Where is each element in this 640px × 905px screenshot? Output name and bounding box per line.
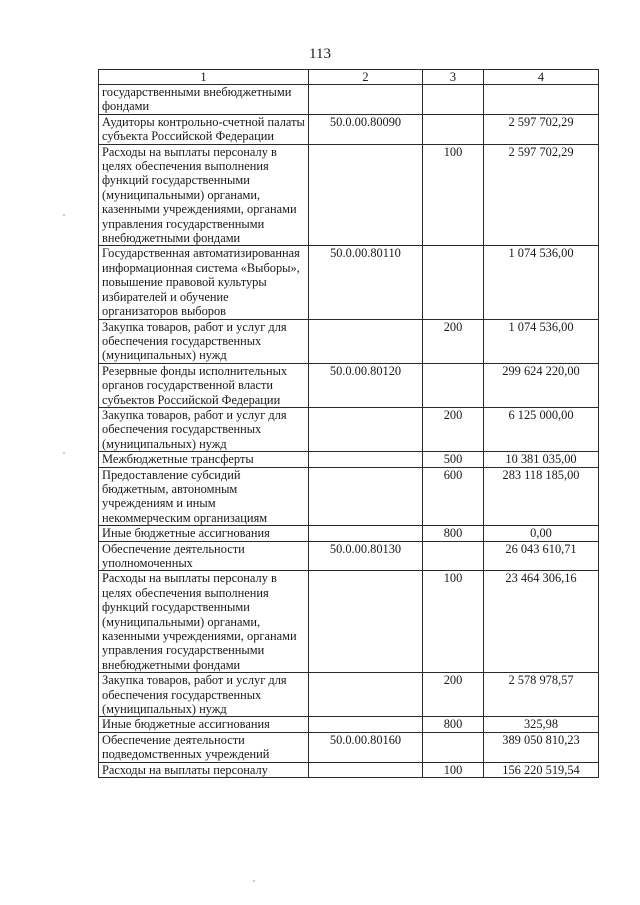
table-row [99,144,599,246]
amount-cell: 10 381 035,00 [484,452,599,467]
amount-cell [484,85,599,115]
expense-name-cell: Государственная автоматизированная информационная система «Выборы», повышение правовой культуры избирателей и обучение организаторов выборов [99,246,309,319]
expense-type-cell [423,85,484,115]
table-row [99,732,599,762]
amount-cell: 156 220 519,54 [484,762,599,777]
target-code-cell [309,407,423,451]
expense-type-cell: 200 [423,319,484,363]
expense-type-cell: 100 [423,762,484,777]
target-code-cell [309,571,423,673]
table-row [99,407,599,451]
table-row [99,467,599,526]
target-code-cell: 50.0.00.80110 [309,246,423,319]
expense-name-cell: Расходы на выплаты персоналу в целях обеспечения выполнения функций государственными (муниципальными) органами, казенными учреждениями, органами управления государственными внебюджетными фондами [99,144,309,246]
expense-name-cell: Обеспечение деятельности подведомственных учреждений [99,732,309,762]
table-row [99,526,599,541]
expense-name-cell: Расходы на выплаты персоналу в целях обеспечения выполнения функций государственными (муниципальными) органами, казенными учреждениями, органами управления государственными внебюджетными фондами [99,571,309,673]
amount-cell: 6 125 000,00 [484,407,599,451]
target-code-cell [309,673,423,717]
budget-table [98,69,599,778]
column-header: 2 [309,70,423,85]
scan-speck [63,452,65,454]
expense-name-cell: Межбюджетные трансферты [99,452,309,467]
expense-name-cell: Расходы на выплаты персоналу [99,762,309,777]
amount-cell: 389 050 810,23 [484,732,599,762]
target-code-cell: 50.0.00.80160 [309,732,423,762]
page-number: 113 [309,46,331,62]
amount-cell: 283 118 185,00 [484,467,599,526]
target-code-cell: 50.0.00.80120 [309,363,423,407]
expense-name-cell: государственными внебюджетными фондами [99,85,309,115]
expense-type-cell: 500 [423,452,484,467]
amount-cell: 2 597 702,29 [484,144,599,246]
expense-type-cell: 200 [423,673,484,717]
expense-type-cell [423,732,484,762]
target-code-cell [309,452,423,467]
amount-cell: 1 074 536,00 [484,319,599,363]
table-row [99,363,599,407]
column-header: 4 [484,70,599,85]
scan-speck [63,214,65,216]
amount-cell: 26 043 610,71 [484,541,599,571]
expense-type-cell [423,363,484,407]
table-body [99,85,599,778]
expense-type-cell: 800 [423,717,484,732]
target-code-cell [309,85,423,115]
amount-cell: 325,98 [484,717,599,732]
expense-name-cell: Иные бюджетные ассигнования [99,717,309,732]
expense-name-cell: Закупка товаров, работ и услуг для обеспечения государственных (муниципальных) нужд [99,319,309,363]
table-row [99,85,599,115]
expense-name-cell: Закупка товаров, работ и услуг для обеспечения государственных (муниципальных) нужд [99,673,309,717]
expense-name-cell: Закупка товаров, работ и услуг для обеспечения государственных (муниципальных) нужд [99,407,309,451]
table-row [99,452,599,467]
expense-type-cell: 100 [423,571,484,673]
expense-type-cell: 600 [423,467,484,526]
amount-cell: 23 464 306,16 [484,571,599,673]
amount-cell: 1 074 536,00 [484,246,599,319]
expense-type-cell [423,114,484,144]
expense-type-cell [423,246,484,319]
table-row [99,717,599,732]
table-row [99,762,599,777]
amount-cell: 2 578 978,57 [484,673,599,717]
target-code-cell [309,762,423,777]
expense-name-cell: Аудиторы контрольно-счетной палаты субъекта Российской Федерации [99,114,309,144]
table-row [99,571,599,673]
expense-name-cell: Резервные фонды исполнительных органов государственной власти субъектов Российской Федерации [99,363,309,407]
expense-name-cell: Иные бюджетные ассигнования [99,526,309,541]
target-code-cell [309,526,423,541]
table-row [99,673,599,717]
target-code-cell [309,717,423,732]
table-row [99,114,599,144]
expense-type-cell: 100 [423,144,484,246]
scan-speck [253,880,255,882]
table-row [99,541,599,571]
target-code-cell: 50.0.00.80090 [309,114,423,144]
table-header-row [99,70,599,85]
target-code-cell [309,467,423,526]
amount-cell: 299 624 220,00 [484,363,599,407]
expense-type-cell: 200 [423,407,484,451]
table-row [99,246,599,319]
expense-type-cell [423,541,484,571]
column-header: 1 [99,70,309,85]
target-code-cell [309,319,423,363]
amount-cell: 2 597 702,29 [484,114,599,144]
expense-name-cell: Предоставление субсидий бюджетным, автономным учреждениям и иным некоммерческим организациям [99,467,309,526]
expense-type-cell: 800 [423,526,484,541]
expense-name-cell: Обеспечение деятельности уполномоченных [99,541,309,571]
column-header: 3 [423,70,484,85]
table-row [99,319,599,363]
target-code-cell [309,144,423,246]
amount-cell: 0,00 [484,526,599,541]
target-code-cell: 50.0.00.80130 [309,541,423,571]
